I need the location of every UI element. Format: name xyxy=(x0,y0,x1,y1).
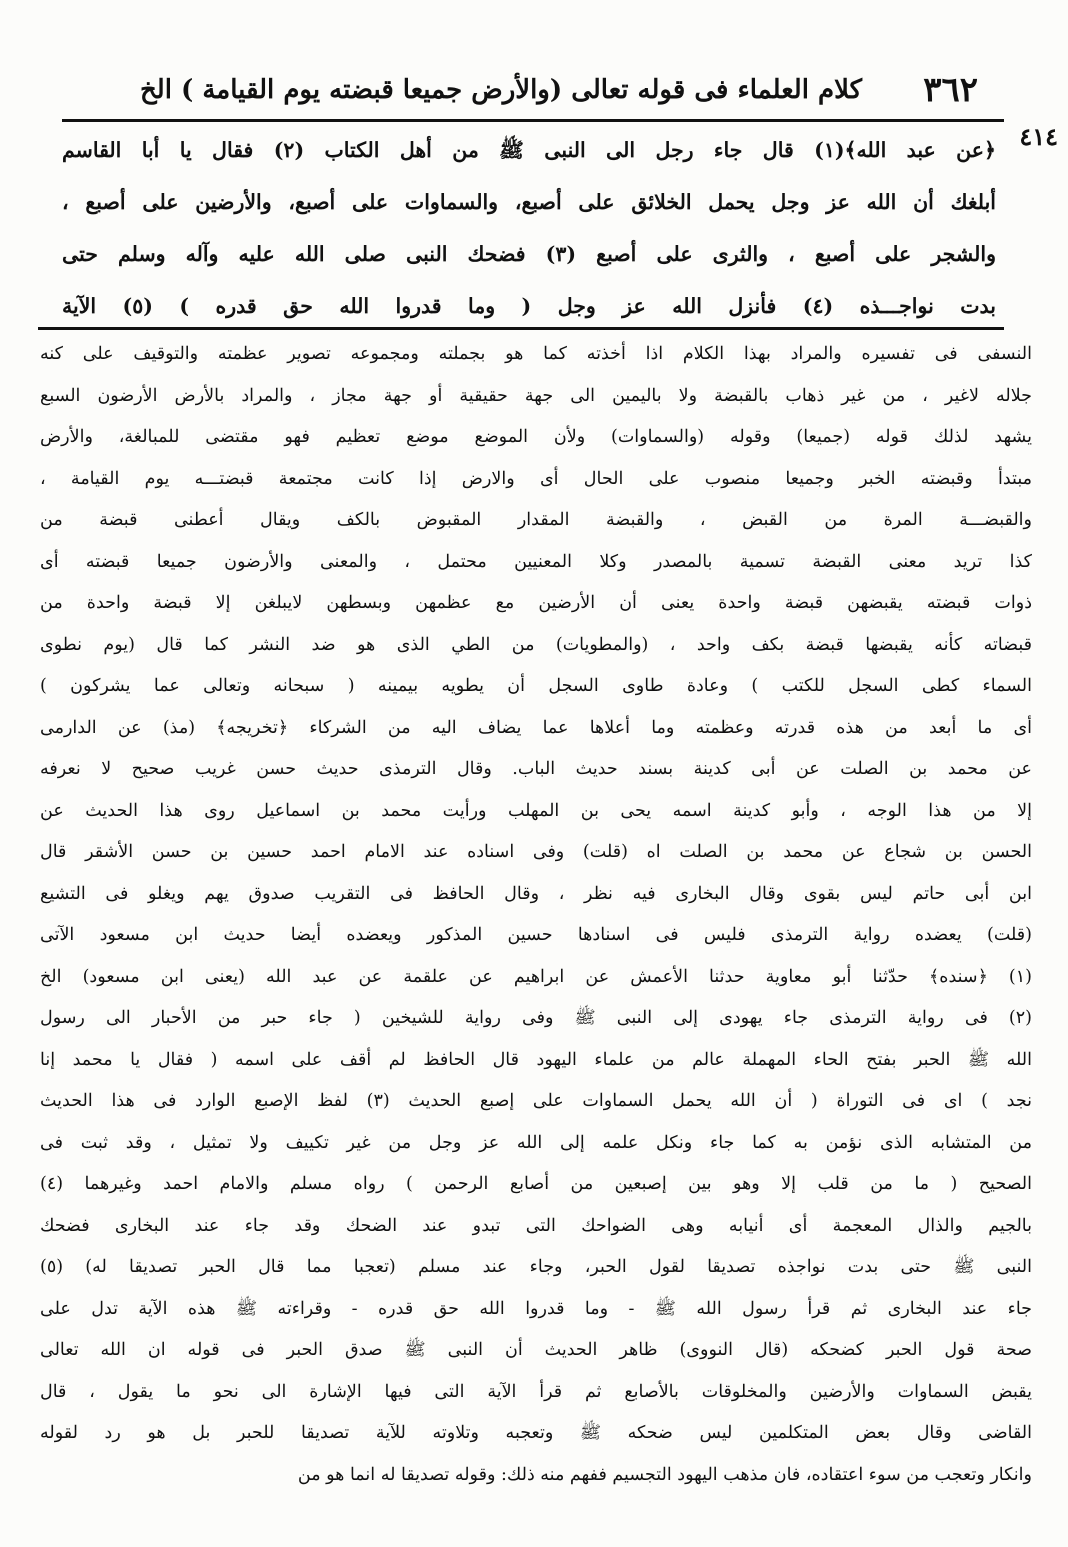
commentary-line: جلاله لاغير ، من غير ذهاب بالقبضة ولا باليمين الى جهة حقيقية أو جهة مجاز ، والمراد بالأرض الأرضون السبع xyxy=(40,385,1032,406)
footnote-line: القاضى وقال بعض المتكلمين ليس ضحكه ﷺ وتعجبه وتلاوته للآية تصديقا للحبر بل هو رد لقوله xyxy=(40,1423,1032,1443)
footnote-line: بالجيم والذال المعجمة أى أنيابه وهى الضواحك التى تبدو عند الضحك وقد جاء عند البخارى فضحك xyxy=(40,1215,1032,1236)
commentary-line: ذوات قبضته يقبضهن قبضة واحدة يعنى أن الأرضين مع عظمهن وبسطهن لايبلغن إلا قبضة واحدة من xyxy=(40,593,1032,613)
commentary-line: كذا تريد معنى القبضة تسمية بالمصدر وكلا المعنيين محتمل ، والمعنى والأرضون جميعا قبضته أى xyxy=(40,551,1032,572)
section-divider xyxy=(38,327,1004,330)
page-number: ٣٦٢ xyxy=(923,70,978,110)
hadith-line: والشجر على أصبع ، والثرى على أصبع (٣) فضحك النبى صلى الله عليه وآله وسلم حتى xyxy=(62,242,996,266)
page-header xyxy=(140,62,978,118)
commentary-line: يشهد لذلك قوله (جميعا) وقوله (والسماوات) ولأن الموضع موضع تعظيم فهو مقتضى للمبالغة، والأرض xyxy=(40,427,1032,447)
hadith-text xyxy=(62,124,996,332)
commentary-line: مبتدأ وقبضته الخبر وجميعا منصوب على الحال أى والارض إذا كانت مجتمعة قبضتـــه يوم القيامة ، xyxy=(40,468,1032,489)
commentary-line: والقبضـــة المرة من القبض ، والقبضة المقدار المقبوض بالكف ويقال أعطنى قبضة من xyxy=(40,510,1032,530)
footnote-line: (٢) فى رواية الترمذى جاء يهودى إلى النبى ﷺ وفى رواية للشيخين ( جاء حبر من الأحبار الى رسول xyxy=(40,1008,1032,1028)
commentary-line: السماء كطى السجل للكتب ) وعادة طاوى السجل أن يطويه بيمينه ( سبحانه وتعالى عما يشركون ) xyxy=(40,676,1032,696)
commentary-line: (قلت) يعضده رواية الترمذى فليس فى اسنادها حسين المذكور ويعضده أيضا حديث ابن مسعود الآتى xyxy=(40,925,1032,945)
footnote-line: صحة قول الحبر كضحكه (قال النووى) ظاهر الحديث أن النبى ﷺ صدق الحبر فى قوله ان الله تعالى xyxy=(40,1340,1032,1360)
footnote-line: وانكار وتعجب من سوء اعتقاده، فان مذهب اليهود التجسيم ففهم منه ذلك: وقوله تصديقا له انما هو من xyxy=(297,1464,1032,1485)
footnote-line: جاء عند البخارى ثم قرأ رسول الله ﷺ - وما قدروا الله حق قدره - وقراءته ﷺ هذه الآية تدل على xyxy=(40,1298,1032,1319)
hadith-line: ﴿عن عبد الله﴾(١) قال جاء رجل الى النبى ﷺ من أهل الكتاب (٢) فقال يا أبا القاسم xyxy=(62,138,996,162)
hadith-number: ٤١٤ xyxy=(1019,122,1058,151)
commentary-line: عن محمد بن الصلت عن أبى كدينة بسند حديث الباب. وقال الترمذى حديث حسن غريب صحيح لا نعرفه xyxy=(40,759,1032,779)
footnote-line: الصحيح ( ما من قلب إلا وهو بين إصبعين من أصابع الرحمن ) رواه مسلم والامام احمد وغيرهما (٤) xyxy=(40,1174,1032,1194)
running-title: كلام العلماء فى قوله تعالى (والأرض جميعا قبضته يوم القيامة ) الخ xyxy=(140,75,862,105)
header-rule xyxy=(62,119,1004,122)
footnote-line: الله ﷺ الحبر بفتح الحاء المهملة عالم من علماء اليهود قال الحافظ لم أقف على اسمه ( فقال يا محمد إنا xyxy=(40,1049,1032,1070)
footnote-line: من المتشابه الذى نؤمن به كما جاء ونكل علمه إلى الله عز وجل من غير تكييف ولا تمثيل ، وقد ثبت فى xyxy=(40,1132,1032,1153)
commentary-line: النسفى فى تفسيره والمراد بهذا الكلام اذا أخذته كما هو بجملته ومجموعه تصوير عظمته والتوقيف على كنه xyxy=(40,344,1032,364)
footnote-line: النبى ﷺ حتى بدت نواجذه تصديقا لقول الحبر، وجاء عند مسلم (تعجبا مما قال الحبر تصديقا له) (٥) xyxy=(40,1257,1032,1277)
commentary-line: أى ما أبعد من هذه قدرته وعظمته وما أعلاها عما يضاف اليه من الشركاء ﴿تخريجه﴾ (مذ) عن الدارمى xyxy=(40,717,1032,738)
commentary-line: الحسن بن شجاع عن محمد بن الصلت اه (قلت) وفى اسناده عند الامام احمد حسين بن حسن الأشقر قال xyxy=(40,842,1032,862)
hadith-line: أبلغك أن الله عز وجل يحمل الخلائق على أصبع، والسماوات على أصبع، والأرضين على أصبع ، xyxy=(62,190,996,214)
hadith-line: بدت نواجـــذه (٤) فأنزل الله عز وجل ( وما قدروا الله حق قدره ) (٥) الآية xyxy=(62,294,996,318)
footnote-line: نجد ) اى فى التوراة ( أن الله يحمل السماوات على إصبع الحديث (٣) لفظ الإصبع الوارد فى هذا الحديث xyxy=(40,1091,1032,1111)
footnote-line: (١) ﴿سنده﴾ حدّثنا أبو معاوية حدثنا الأعمش عن ابراهيم عن علقمة عن عبد الله (يعنى ابن مسعود) الخ xyxy=(40,966,1032,987)
commentary-line: إلا من هذا الوجه ، وأبو كدينة اسمه يحى بن المهلب ورأيت محمد بن اسماعيل روى هذا الحديث عن xyxy=(40,800,1032,821)
commentary-line: قبضاته كأنه يقبضها قبضة بكف واحد ، (والمطويات) من الطي الذى هو ضد النشر كما قال (يوم نطوى xyxy=(40,634,1032,655)
commentary-text xyxy=(40,334,1032,1496)
commentary-line: ابن أبى حاتم ليس بقوى وقال البخارى فيه نظر ، وقال الحافظ فى التقريب صدوق يهم ويغلو فى التشيع xyxy=(40,883,1032,904)
footnote-line: يقبض السماوات والأرضين والمخلوقات بالأصابع ثم قرأ الآية التى فيها الإشارة الى نحو ما يقول ، قال xyxy=(40,1381,1032,1402)
